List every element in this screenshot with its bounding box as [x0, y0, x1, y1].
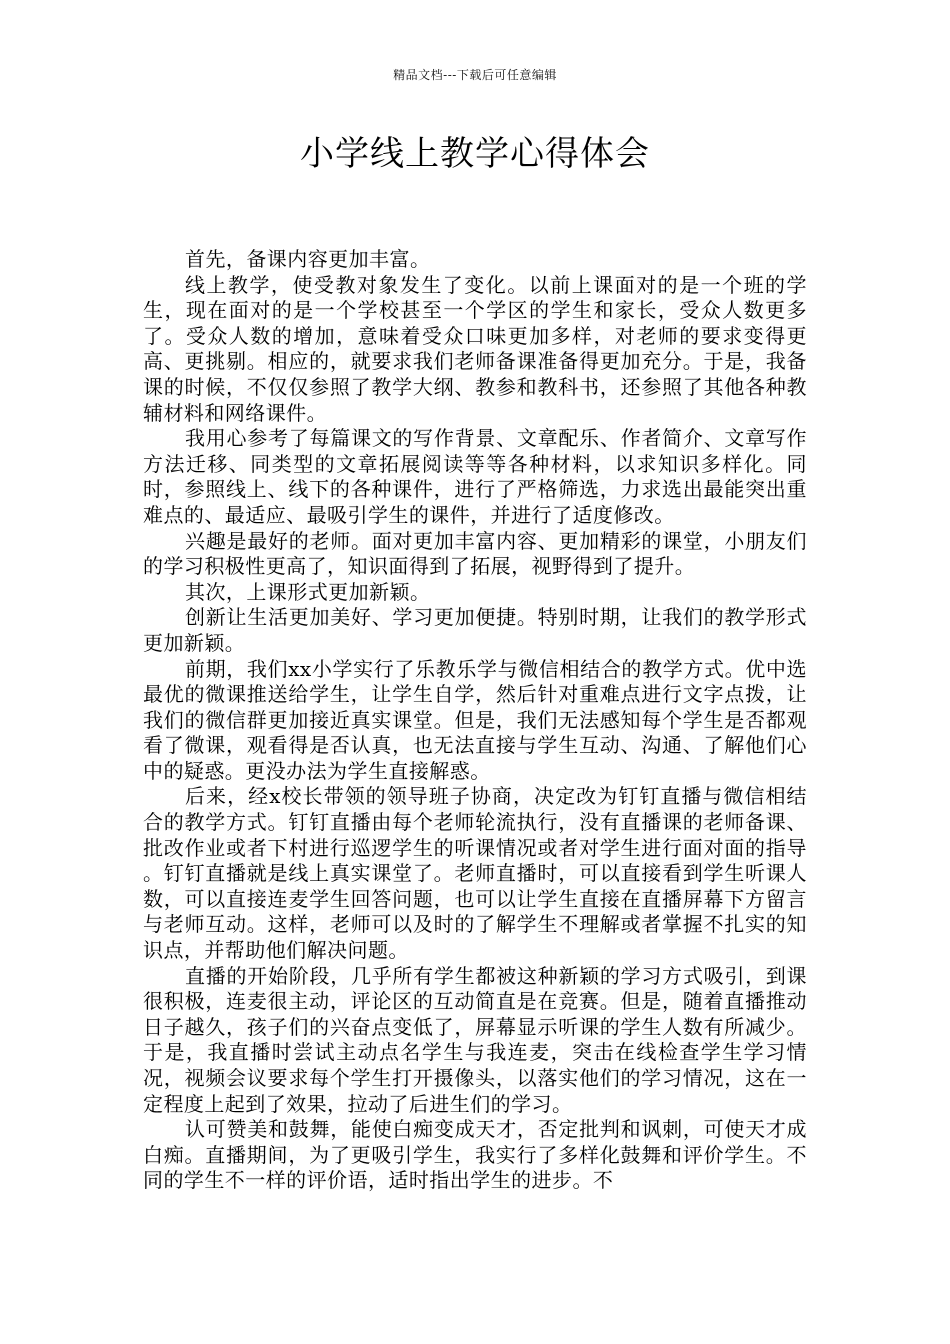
- paragraph: 线上教学，使受教对象发生了变化。以前上课面对的是一个班的学生，现在面对的是一个学校甚至一个学区的学生和家长，受众人数更多了。受众人数的增加，意味着受众口味更加多样，对老师的要求变得更高、更挑剔。相应的，就要求我们老师备课准备得更加充分。于是，我备课的时候，不仅仅参照了教学大纲、教参和教科书，还参照了其他各种教辅材料和网络课件。: [143, 272, 807, 425]
- paragraph: 直播的开始阶段，几乎所有学生都被这种新颖的学习方式吸引，到课很积极，连麦很主动，评论区的互动简直是在竞赛。但是，随着直播推动日子越久，孩子们的兴奋点变低了，屏幕显示听课的学生人数有所减少。于是，我直播时尝试主动点名学生与我连麦，突击在线检查学生学习情况，视频会议要求每个学生打开摄像头，以落实他们的学习情况，这在一定程度上起到了效果，拉动了后进生们的学习。: [143, 963, 807, 1116]
- document-body: [143, 247, 807, 1194]
- paragraph: 其次，上课形式更加新颖。: [185, 579, 431, 604]
- paragraph: 前期，我们xx小学实行了乐教乐学与微信相结合的教学方式。优中选最优的微课推送给学生，让学生自学，然后针对重难点进行文字点拨，让我们的微信群更加接近真实课堂。但是，我们无法感知每个学生是否都观看了微课，观看得是否认真，也无法直接与学生互动、沟通、了解他们心中的疑惑。更没办法为学生直接解惑。: [143, 656, 807, 783]
- paragraph: 创新让生活更加美好、学习更加便捷。特别时期，让我们的教学形式更加新颖。: [143, 605, 807, 655]
- paragraph: 首先，备课内容更加丰富。: [185, 247, 431, 271]
- paragraph: 我用心参考了每篇课文的写作背景、文章配乐、作者简介、文章写作方法迁移、同类型的文章拓展阅读等等各种材料，以求知识多样化。同时，参照线上、线下的各种课件，进行了严格筛选，力求选出最能突出重难点的、最适应、最吸引学生的课件，并进行了适度修改。: [143, 426, 807, 527]
- paragraph: 认可赞美和鼓舞，能使白痴变成天才，否定批判和讽刺，可使天才成白痴。直播期间，为了更吸引学生，我实行了多样化鼓舞和评价学生。不同的学生不一样的评价语，适时指出学生的进步。不: [143, 1117, 807, 1193]
- paragraph: 兴趣是最好的老师。面对更加丰富内容、更加精彩的课堂，小朋友们的学习积极性更高了，知识面得到了拓展，视野得到了提升。: [143, 528, 807, 579]
- paragraph: 后来，经x校长带领的领导班子协商，决定改为钉钉直播与微信相结合的教学方式。钉钉直播由每个老师轮流执行，没有直播课的老师备课、批改作业或者下村进行巡逻学生的听课情况或者对学生进行面对面的指导 。钉钉直播就是线上真实课堂了。老师直播时，可以直接看到学生听课人数，可以直接连麦学生回答问题，也可以让学生直接在直播屏幕下方留言与老师互动。这样，老师可以及时的了解学生不理解或者掌握不扎实的知识点，并帮助他们解决问题。: [143, 784, 807, 963]
- document-title: 小学线上教学心得体会: [300, 134, 650, 174]
- header-note: 精品文档---下载后可任意编辑: [393, 68, 557, 82]
